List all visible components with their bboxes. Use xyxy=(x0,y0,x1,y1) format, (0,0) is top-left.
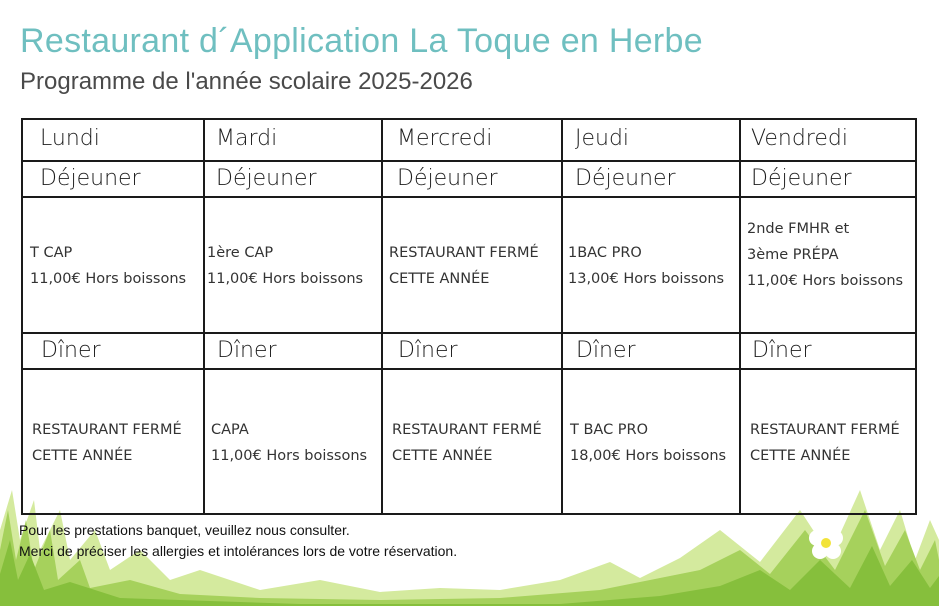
dinner-label-mardi: Dîner xyxy=(217,338,277,363)
lunch-info-jeudi xyxy=(568,240,724,292)
footer-banquet-note: Pour les prestations banquet, veuillez nous consulter. xyxy=(19,522,350,538)
page-subtitle: Programme de l'année scolaire 2025-2026 xyxy=(20,68,473,95)
day-header-lundi: Lundi xyxy=(40,126,100,151)
dinner-line: 11,00€ Hors boissons xyxy=(211,448,368,464)
lunch-line: 1ère CAP xyxy=(207,245,274,261)
lunch-line: T CAP xyxy=(30,245,73,261)
dinner-label-mercredi: Dîner xyxy=(398,338,458,363)
lunch-line: 1BAC PRO xyxy=(568,245,642,261)
day-header-mardi: Mardi xyxy=(216,126,278,151)
dinner-label-jeudi: Dîner xyxy=(576,338,636,363)
page-title: Restaurant d´Application La Toque en Herbe xyxy=(20,22,703,60)
dinner-label-vendredi: Dîner xyxy=(752,338,812,363)
dinner-line: CETTE ANNÉE xyxy=(32,448,133,464)
lunch-line: 11,00€ Hors boissons xyxy=(207,271,364,287)
dinner-line: CAPA xyxy=(211,422,249,438)
lunch-line: 11,00€ Hors boissons xyxy=(30,271,187,287)
dinner-line: RESTAURANT FERMÉ xyxy=(32,422,182,438)
dinner-line: CETTE ANNÉE xyxy=(750,448,851,464)
lunch-info-mercredi xyxy=(389,240,539,292)
dinner-line: RESTAURANT FERMÉ xyxy=(750,422,900,438)
lunch-label-vendredi: Déjeuner xyxy=(751,166,852,191)
lunch-info-mardi xyxy=(207,240,363,292)
dinner-label-lundi: Dîner xyxy=(41,338,101,363)
dinner-line: CETTE ANNÉE xyxy=(392,448,493,464)
lunch-label-mardi: Déjeuner xyxy=(216,166,317,191)
lunch-info-lundi xyxy=(30,240,186,292)
footer-notes xyxy=(19,520,457,562)
dinner-info-jeudi xyxy=(570,417,726,469)
lunch-label-lundi: Déjeuner xyxy=(40,166,141,191)
dinner-line: T BAC PRO xyxy=(570,422,649,438)
dinner-info-mercredi xyxy=(392,417,542,469)
dinner-line: 18,00€ Hors boissons xyxy=(570,448,727,464)
lunch-info-vendredi xyxy=(747,216,903,294)
lunch-label-mercredi: Déjeuner xyxy=(397,166,498,191)
dinner-info-vendredi xyxy=(750,417,900,469)
dinner-info-mardi xyxy=(211,417,367,469)
lunch-line: 13,00€ Hors boissons xyxy=(568,271,725,287)
day-header-mercredi: Mercredi xyxy=(397,126,493,151)
lunch-line: CETTE ANNÉE xyxy=(389,271,490,287)
lunch-line: 11,00€ Hors boissons xyxy=(747,273,904,289)
footer-allergy-note: Merci de préciser les allergies et intolérances lors de votre réservation. xyxy=(19,543,458,559)
day-header-vendredi: Vendredi xyxy=(751,126,848,151)
lunch-line: RESTAURANT FERMÉ xyxy=(389,245,539,261)
dinner-line: RESTAURANT FERMÉ xyxy=(392,422,542,438)
dinner-info-lundi xyxy=(32,417,182,469)
lunch-label-jeudi: Déjeuner xyxy=(575,166,676,191)
day-header-jeudi: Jeudi xyxy=(575,126,630,151)
lunch-line: 2nde FMHR et xyxy=(747,221,850,237)
lunch-line: 3ème PRÉPA xyxy=(747,247,839,263)
